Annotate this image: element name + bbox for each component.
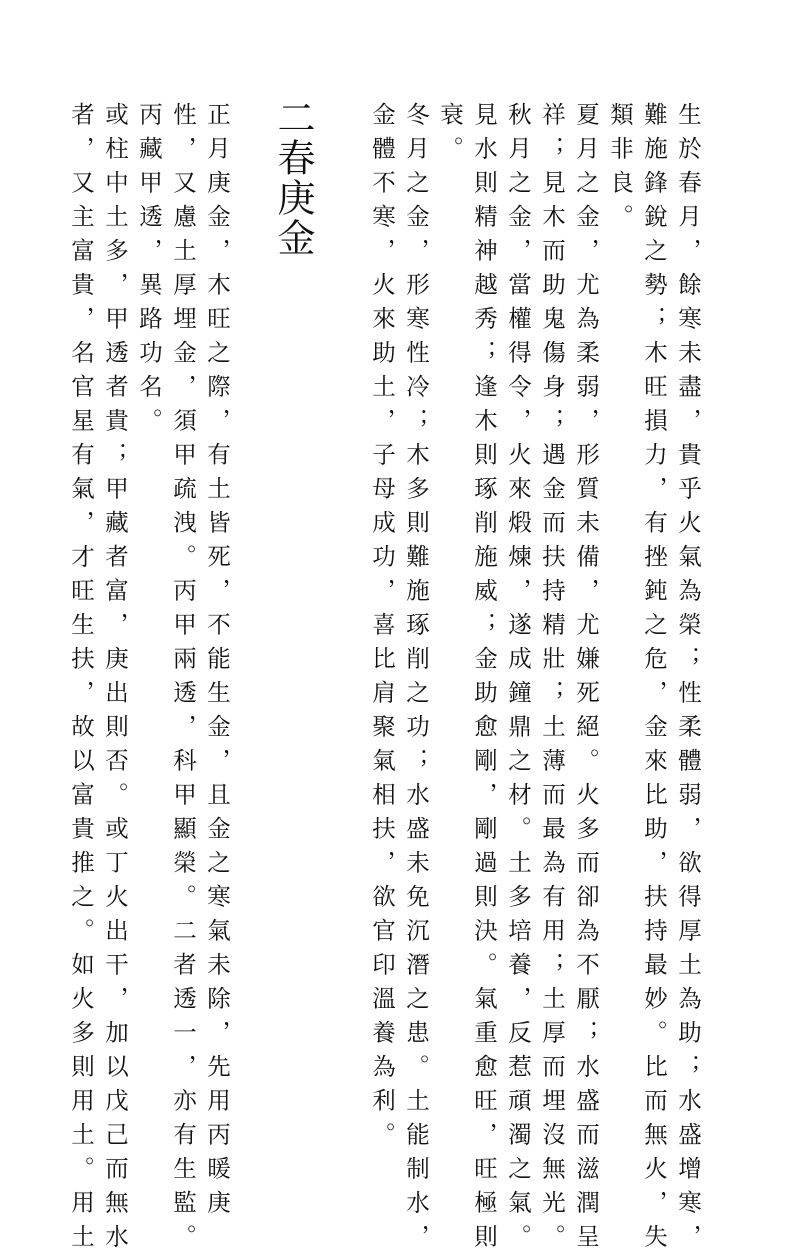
text-column: 衰。 bbox=[436, 102, 464, 170]
text-column: 難施鋒銳之勢；木旺損力，有挫鈍之危，金來比助，扶持最妙。比而無火，失 bbox=[640, 102, 668, 1258]
text-column: 秋月之金，當權得令，火來煅煉，遂成鐘鼎之材。土多培養，反惹頑濁之氣。 bbox=[504, 102, 532, 1258]
text-column: 冬月之金，形寒性冷；木多則難施琢削之功；水盛未免沉潛之患。土能制水， bbox=[402, 102, 430, 1258]
text-column: 丙藏甲透，異路功名。 bbox=[135, 102, 163, 442]
text-column: 或柱中土多，甲透者貴；甲藏者富，庚出則否。或丁火出干，加以戊己而無水 bbox=[101, 102, 129, 1258]
text-column: 正月庚金，木旺之際，有土皆死，不能生金，且金之寒氣未除，先用丙暖庚 bbox=[203, 102, 231, 1224]
text-column: 見水則精神越秀；逢木則琢削施威；金助愈剛，剛過則決。氣重愈旺，旺極則 bbox=[470, 102, 498, 1258]
text-column: 生於春月，餘寒未盡，貴乎火氣為榮；性柔體弱，欲得厚土為助；水盛增寒， bbox=[674, 102, 702, 1258]
text-column: 金體不寒，火來助土，子母成功，喜比肩聚氣相扶，欲官印溫養為利。 bbox=[368, 102, 396, 1156]
text-column: 夏月之金，尤為柔弱，形質未備，尤嫌死絕。火多而卻為不厭；水盛而滋潤呈 bbox=[572, 102, 600, 1258]
text-column: 性，又慮土厚埋金，須甲疏洩。丙甲兩透，科甲顯榮。二者透一，亦有生監。 bbox=[169, 102, 197, 1258]
text-column: 類非良。 bbox=[606, 102, 634, 238]
text-column: 祥；見木而助鬼傷身；遇金而扶持精壯；土薄而最為有用；土厚而埋沒無光。 bbox=[538, 102, 566, 1258]
text-column: 者，又主富貴，名官星有氣，才旺生扶，故以富貴推之。如火多則用土。用土 bbox=[67, 102, 95, 1258]
section-heading: 二春庚金 bbox=[271, 98, 315, 258]
